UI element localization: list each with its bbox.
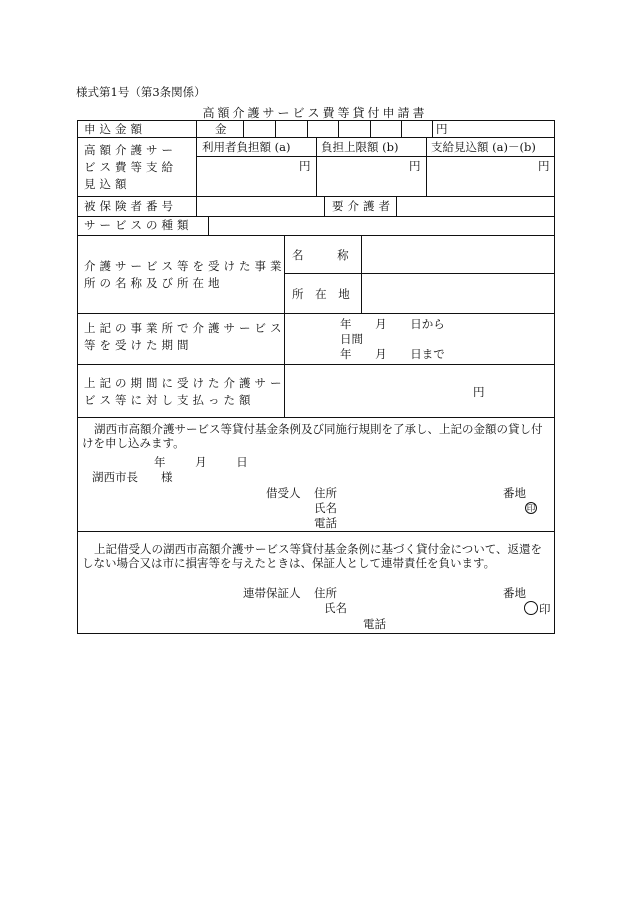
period-from-line: 年 月 日から: [340, 317, 445, 331]
col-divider: [396, 196, 397, 216]
user-burden-yen: 円: [299, 159, 311, 173]
period-label-line2: 等を受けた期間: [84, 338, 193, 352]
row-divider: [78, 235, 554, 236]
row-divider: [78, 417, 554, 418]
col-divider: [370, 121, 371, 137]
provider-label-line1: 介護サービス等を受けた事業: [84, 259, 286, 273]
estimate-label-line3: 見込額: [84, 177, 131, 191]
burden-limit-header: 負担上限額 (b): [321, 140, 399, 154]
seal-mark: 印: [526, 504, 536, 514]
col-divider: [361, 235, 362, 313]
provider-name-label: 名 称: [292, 248, 349, 262]
amount-yen-unit: 円: [436, 122, 448, 136]
user-burden-header: 利用者負担額 (a): [202, 140, 291, 154]
col-divider: [196, 196, 197, 216]
borrower-phone-label: 電話: [314, 516, 337, 530]
row-divider: [196, 156, 554, 157]
guarantor-banchi: 番地: [503, 586, 526, 600]
form-title: 高額介護サービス費等貸付申請書: [202, 106, 428, 120]
borrower-label: 借受人: [266, 486, 301, 500]
burden-limit-yen: 円: [409, 159, 421, 173]
col-divider: [432, 121, 433, 137]
service-type-label: サービスの種類: [84, 218, 193, 232]
estimate-label-line1: 高額介護サー: [84, 143, 177, 157]
paid-label-line2: ビス等に対し支払った額: [84, 393, 255, 407]
period-label-line1: 上記の事業所で介護サービス: [84, 321, 286, 335]
guarantor-phone-label: 電話: [363, 617, 386, 631]
estimated-payment-header: 支給見込額 (a)－(b): [431, 140, 536, 154]
guarantor-label: 連帯保証人: [243, 586, 301, 600]
care-level-label: 要介護者: [332, 199, 394, 213]
guarantor-declaration: 上記借受人の湖西市高額介護サービス等貸付基金条例に基づく貸付金について、返還をしない場合又は市に損害等を与えたときは、保証人として連帯責任を負います。: [82, 542, 543, 570]
period-to-line: 年 月 日まで: [340, 347, 445, 361]
col-divider: [401, 121, 402, 137]
col-divider: [324, 196, 325, 216]
provider-label-line2: 所の名称及び所在地: [84, 276, 224, 290]
col-divider: [243, 121, 244, 137]
application-declaration: 湖西市高額介護サービス等貸付基金条例及び同施行規則を了承し、上記の金額の貸し付けを申し込みます。: [82, 422, 543, 450]
amount-label: 申込金額: [84, 122, 146, 136]
col-divider: [316, 137, 317, 196]
guarantor-name-label: 氏名: [324, 601, 347, 615]
addressee: 湖西市長 様: [92, 470, 173, 484]
col-divider: [275, 121, 276, 137]
estimate-label-line2: ビス費等支給: [84, 160, 177, 174]
paid-yen-unit: 円: [473, 385, 485, 399]
col-divider: [426, 137, 427, 196]
col-divider: [338, 121, 339, 137]
guarantor-address-label: 住所: [314, 586, 337, 600]
col-divider: [307, 121, 308, 137]
borrower-banchi: 番地: [503, 486, 526, 500]
row-divider: [78, 364, 554, 365]
application-date-line: 年 月 日: [154, 455, 248, 469]
row-divider: [284, 273, 554, 274]
form-number-label: 様式第1号（第3条関係）: [76, 85, 206, 99]
col-divider: [208, 216, 209, 235]
paid-label-line1: 上記の期間に受けた介護サー: [84, 376, 286, 390]
estimated-payment-yen: 円: [538, 159, 550, 173]
period-days-line: 日間: [340, 332, 363, 346]
application-form-table: [77, 120, 555, 634]
seal-circle: [524, 601, 538, 615]
borrower-address-label: 住所: [314, 486, 337, 500]
row-divider: [78, 313, 554, 314]
row-divider: [78, 531, 554, 532]
row-divider: [78, 196, 554, 197]
row-divider: [78, 216, 554, 217]
kin-label: 金: [215, 122, 227, 136]
insured-number-label: 被保険者番号: [84, 199, 177, 213]
borrower-name-label: 氏名: [314, 501, 337, 515]
guarantor-seal-label: 印: [539, 602, 551, 616]
provider-address-label: 所 在 地: [292, 287, 350, 301]
col-divider: [196, 121, 197, 196]
